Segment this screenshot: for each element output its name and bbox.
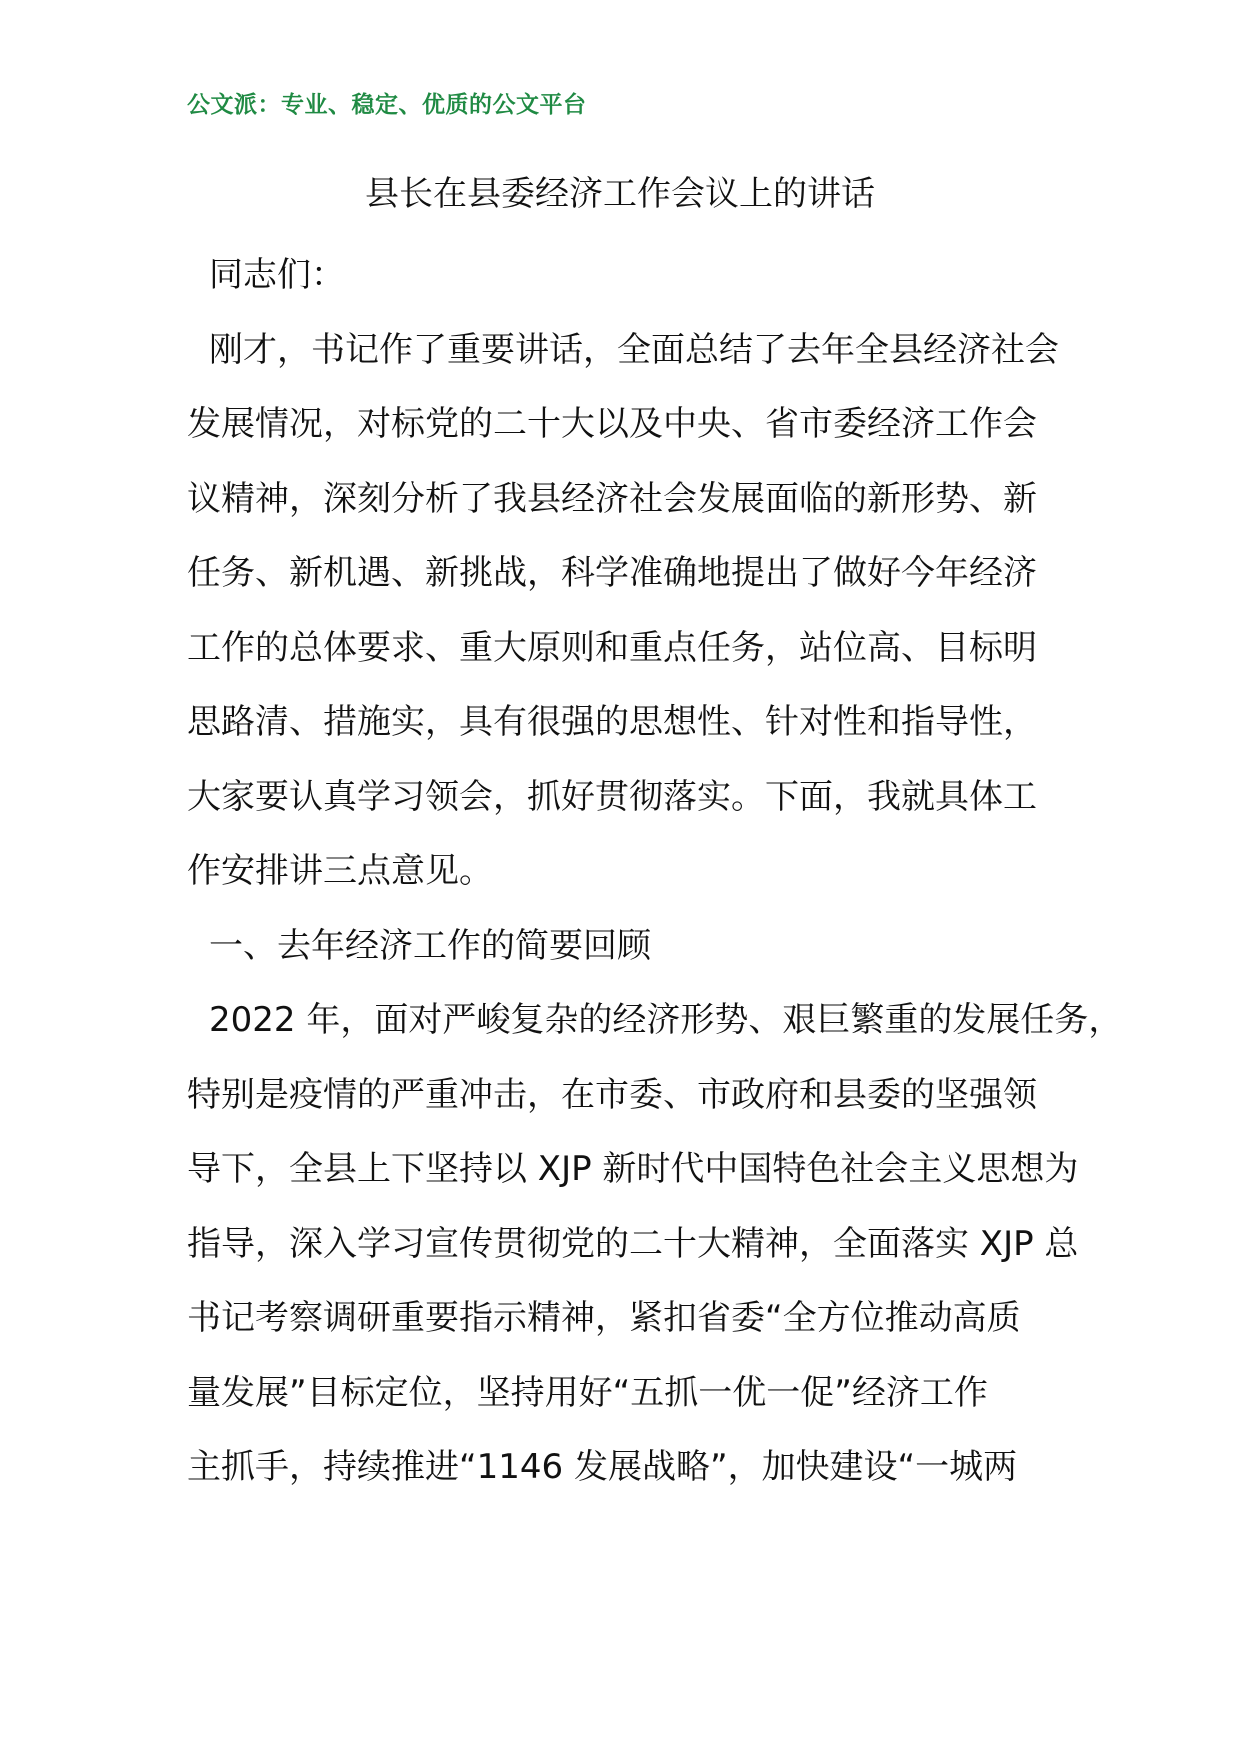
- paragraph-2: [187, 983, 1123, 1505]
- paragraph-line: 指导，深入学习宣传贯彻党的二十大精神，全面落实 XJP 总: [187, 1223, 1079, 1264]
- paragraph-line: 量发展”目标定位，坚持用好“五抓一优一促”经济工作: [187, 1372, 988, 1413]
- document-body: [187, 238, 1123, 1505]
- paragraph-1: [187, 313, 1087, 909]
- paragraph-line: 思路清、措施实，具有很强的思想性、针对性和指导性，: [187, 702, 1037, 742]
- paragraph-line: 2022 年，面对严峻复杂的经济形势、艰巨繁重的发展任务，: [209, 1000, 1123, 1040]
- paragraph-line: 大家要认真学习领会，抓好贯彻落实。下面，我就具体工: [187, 776, 1037, 817]
- salutation: 同志们：: [209, 255, 345, 295]
- paragraph-line: 刚才，书记作了重要讲话，全面总结了去年全县经济社会: [209, 329, 1059, 370]
- brand-header: 公文派：专业、稳定、优质的公文平台: [187, 91, 587, 118]
- section-heading: 一、去年经济工作的简要回顾: [209, 925, 651, 966]
- paragraph-line: 议精神，深刻分析了我县经济社会发展面临的新形势、新: [187, 478, 1037, 519]
- paragraph-line: 书记考察调研重要指示精神，紧扣省委“全方位推动高质: [187, 1298, 1021, 1338]
- paragraph-line: 工作的总体要求、重大原则和重点任务，站位高、目标明: [187, 627, 1037, 668]
- paragraph-line: 主抓手，持续推进“1146 发展战略”，加快建设“一城两: [187, 1447, 1018, 1487]
- document-title: 县长在县委经济工作会议上的讲话: [365, 174, 875, 214]
- paragraph-line: 作安排讲三点意见。: [187, 851, 493, 891]
- paragraph-line: 发展情况，对标党的二十大以及中央、省市委经济工作会: [187, 404, 1037, 444]
- paragraph-line: 导下，全县上下坚持以 XJP 新时代中国特色社会主义思想为: [187, 1149, 1079, 1189]
- paragraph-line: 特别是疫情的严重冲击，在市委、市政府和县委的坚强领: [187, 1074, 1037, 1115]
- paragraph-line: 任务、新机遇、新挑战，科学准确地提出了做好今年经济: [187, 553, 1037, 593]
